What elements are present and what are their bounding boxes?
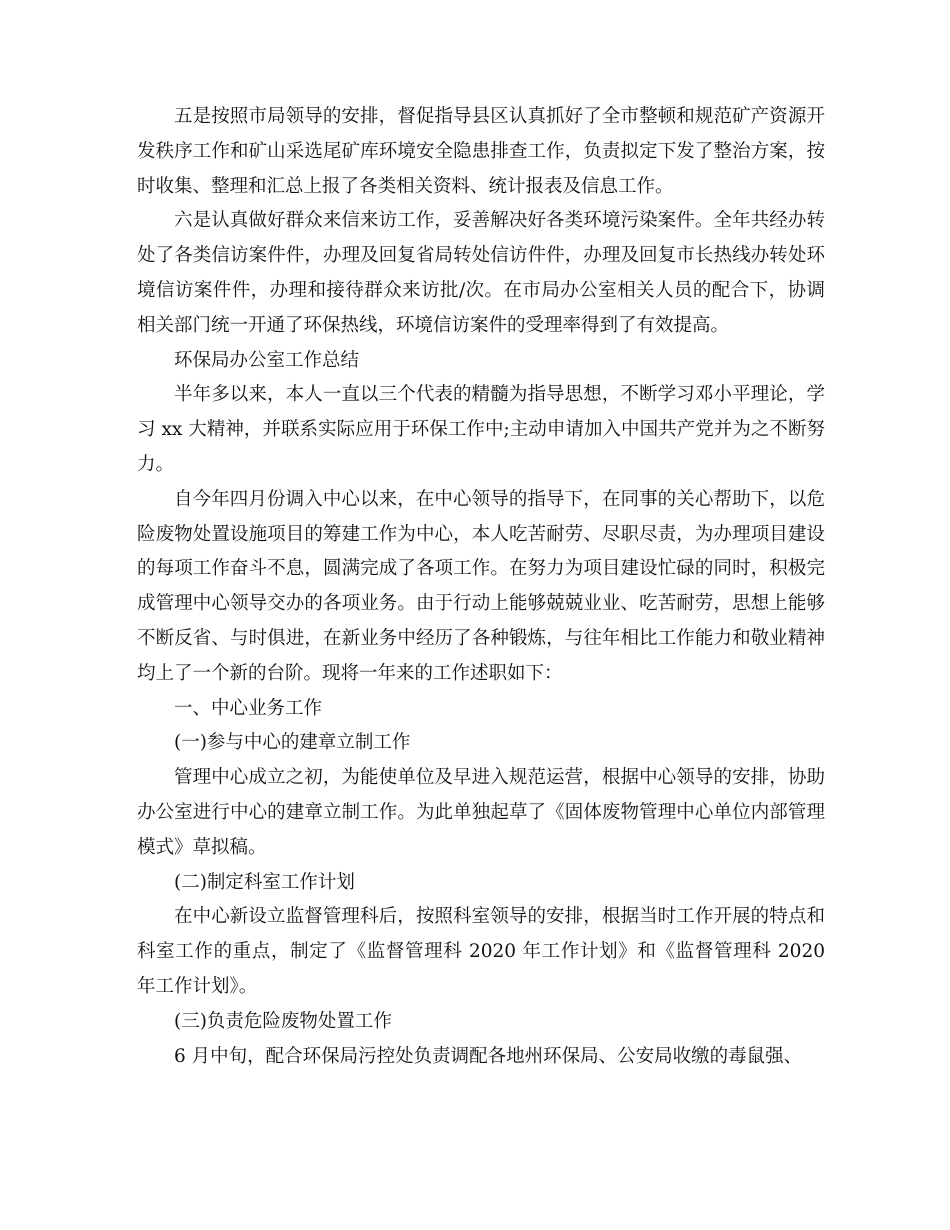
heading-level-2-c: (三)负责危险废物处置工作 bbox=[174, 1010, 392, 1032]
document-body bbox=[137, 100, 825, 1074]
paragraph-item-6: 六是认真做好群众来信来访工作，妥善解决好各类环境污染案件。全年共经办转处了各类信访案件件，办理及回复省局转处信访件件，办理及回复市长热线办转处环境信访案件件，办理和接待群众来访批/次。在市局办公室相关人员的配合下，协调相关部门统一开通了环保热线，环境信访案件的受理率得到了有效提高。 bbox=[137, 210, 825, 336]
paragraph-item-5: 五是按照市局领导的安排，督促指导县区认真抓好了全市整顿和规范矿产资源开发秩序工作和矿山采选尾矿库环境安全隐患排查工作，负责拟定下发了整治方案，按时收集、整理和汇总上报了各类相关资料、统计报表及信息工作。 bbox=[137, 106, 825, 197]
paragraph-plan: 在中心新设立监督管理科后，按照科室领导的安排，根据当时工作开展的特点和科室工作的重点，制定了《监督管理科 2020 年工作计划》和《监督管理科 2020 年工作计划》。 bbox=[137, 906, 825, 997]
paragraph-rules: 管理中心成立之初，为能使单位及早进入规范运营，根据中心领导的安排，协助办公室进行中心的建章立制工作。为此单独起草了《固体废物管理中心单位内部管理模式》草拟稿。 bbox=[137, 767, 825, 858]
heading-level-1: 一、中心业务工作 bbox=[174, 697, 323, 719]
heading-level-2-b: (二)制定科室工作计划 bbox=[174, 871, 355, 893]
heading-level-2-a: (一)参与中心的建章立制工作 bbox=[174, 732, 411, 754]
section-title: 环保局办公室工作总结 bbox=[174, 349, 360, 371]
paragraph-intro: 半年多以来，本人一直以三个代表的精髓为指导思想，不断学习邓小平理论，学习 xx 大精神，并联系实际应用于环保工作中;主动申请加入中国共产党并为之不断努力。 bbox=[137, 384, 825, 475]
paragraph-disposal: 6 月中旬，配合环保局污控处负责调配各地州环保局、公安局收缴的毒鼠强、 bbox=[174, 1045, 803, 1067]
paragraph-summary: 自今年四月份调入中心以来，在中心领导的指导下，在同事的关心帮助下，以危险废物处置设施项目的筹建工作为中心，本人吃苦耐劳、尽职尽责，为办理项目建设的每项工作奋斗不息，圆满完成了各项工作。在努力为项目建设忙碌的同时，积极完成管理中心领导交办的各项业务。由于行动上能够兢兢业业、吃苦耐劳，思想上能够不断反省、与时俱进，在新业务中经历了各种锻炼，与往年相比工作能力和敬业精神均上了一个新的台阶。现将一年来的工作述职如下： bbox=[137, 488, 825, 684]
